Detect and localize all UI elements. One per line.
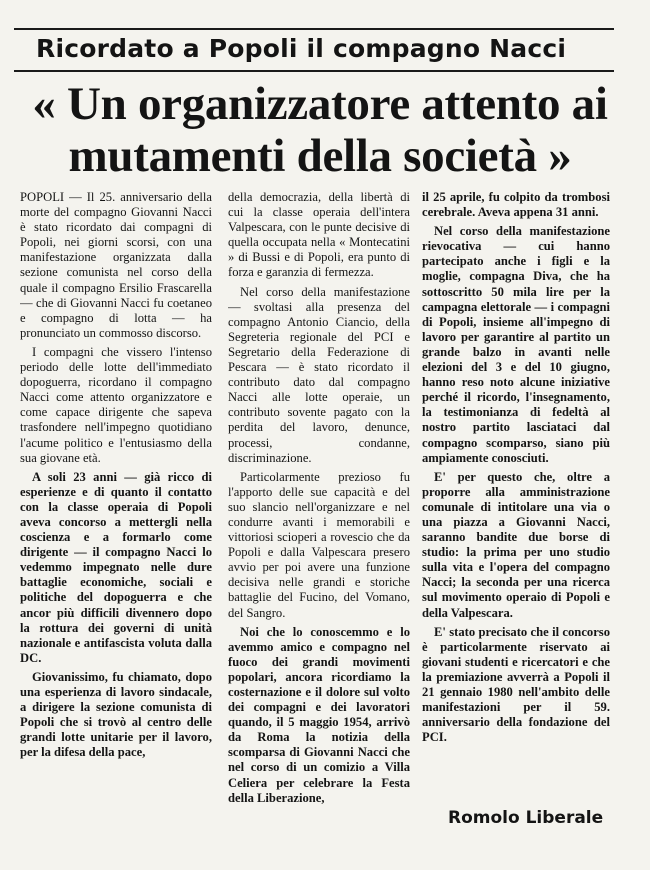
paragraph: Particolarmente prezioso fu l'apporto delle sue capacità e del suo slancio nell'organizzare e nel condurre avanti i memorabili e vittoriosi scioperi a rovescio che da Popoli e dalla Valpescara presero avvio per poi avere una funzione decisiva nelle grandi e storiche battaglie del Fucino, del Vomano, del Sangro.: [228, 469, 410, 620]
headline: [20, 78, 620, 182]
kicker: Ricordato a Popoli il compagno Nacci: [36, 34, 567, 63]
paragraph: della democrazia, della libertà di cui la classe operaia dell'intera Valpescara, con le punte decisive di quella occupata nella « Montecatini » di Bussi e di Popoli, era punto di forza e garanzia di fermezza.: [228, 190, 410, 280]
paragraph: Giovanissimo, fu chiamato, dopo una esperienza di lavoro sindacale, a dirigere la sezione comunista di Popoli che si trovò al centro delle grandi lotte unitarie per il lavoro, per la difesa della pace,: [20, 669, 212, 760]
paragraph: POPOLI — Il 25. anniversario della morte del compagno Giovanni Nacci è stato ricordato dai compagni di Popoli, nei giorni scorsi, con una manifestazione organizzata dalla sezione comunista nel corso della quale il compagno Ersilio Frascarella — che di Giovanni Nacci fu coetaneo e compagno di lotta — ha pronunciato un commosso discorso.: [20, 190, 212, 340]
paragraph: A soli 23 anni — già ricco di esperienze e di quanto il contatto con la classe operaia di Popoli aveva concorso a mettergli nella coscienza e a formarlo come dirigente — il compagno Nacci lo vedemmo impegnato nelle dure battaglie economiche, sociali e politiche del dopoguerra e che ancor più difficili divennero dopo la rottura dei governi di unità nazionale e antifascista voluta dalla DC.: [20, 469, 212, 665]
author-signature: Romolo Liberale: [448, 808, 604, 828]
headline-line: « Un organizzatore attento ai: [32, 78, 608, 130]
article-column-1: [20, 190, 212, 860]
paragraph: E' stato precisato che il concorso è particolarmente riservato ai giovani studenti e ricercatori e che la premiazione avverrà a Popoli il 21 gennaio 1980 nell'ambito delle manifestazioni per il 59. anniversario della fondazione del PCI.: [422, 624, 610, 745]
paragraph: I compagni che vissero l'intenso periodo delle lotte dell'immediato dopoguerra, ricordano il compagno Nacci come attento organizzatore e come capace dirigente che sapeva trasfondere nell'impegno quotidiano l'acume politico e l'entusiasmo della sua giovane età.: [20, 344, 212, 465]
paragraph: E' per questo che, oltre a proporre alla amministrazione comunale di intitolare una via o una piazza a Giovanni Nacci, saranno bandite due borse di studio: la prima per uno studio sulla vita e l'opera del compagno Nacci; la seconda per una ricerca sul movimento operaio di Popoli e della Valpescara.: [422, 469, 610, 620]
paragraph: Nel corso della manifestazione — svoltasi alla presenza del compagno Antonio Ciancio, della Segreteria regionale del PCI e Segretario della Federazione di Pescara — è stato ricordato il contributo dato dal compagno Nacci alle lotte operaie, un contributo sovente pagato con la perdita del lavoro, denunce, processi, condanne, discriminazione.: [228, 284, 410, 465]
kicker-band: [14, 28, 614, 72]
paragraph: Nel corso della manifestazione rievocativa — cui hanno partecipato anche i figli e la moglie, compagna Diva, che ha sottoscritto 50 mila lire per la campagna elettorale — i compagni di Popoli, insieme all'impegno di lavoro per garantire al partito un grande balzo in avanti nelle elezioni del 3 e del 10 giugno, hanno reso noto alcune iniziative perché il ricordo, l'insegnamento, la testimonianza di fedeltà al nostro partito lasciataci dal compagno scomparso, siano più ampiamente conosciuti.: [422, 224, 610, 465]
paragraph: il 25 aprile, fu colpito da trombosi cerebrale. Aveva appena 31 anni.: [422, 190, 610, 220]
headline-line: mutamenti della società »: [68, 130, 572, 182]
paragraph: Noi che lo conoscemmo e lo avemmo amico e compagno nel fuoco dei grandi movimenti popolari, ancora ricordiamo la costernazione e il dolore sul volto dei compagni e dei lavoratori quando, il 5 maggio 1954, arrivò da Roma la notizia della scomparsa di Giovanni Nacci che nel corso di un comizio a Villa Celiera per celebrare la Festa della Liberazione,: [228, 624, 410, 805]
article-column-2: [228, 190, 410, 860]
article-column-3: [422, 190, 610, 860]
